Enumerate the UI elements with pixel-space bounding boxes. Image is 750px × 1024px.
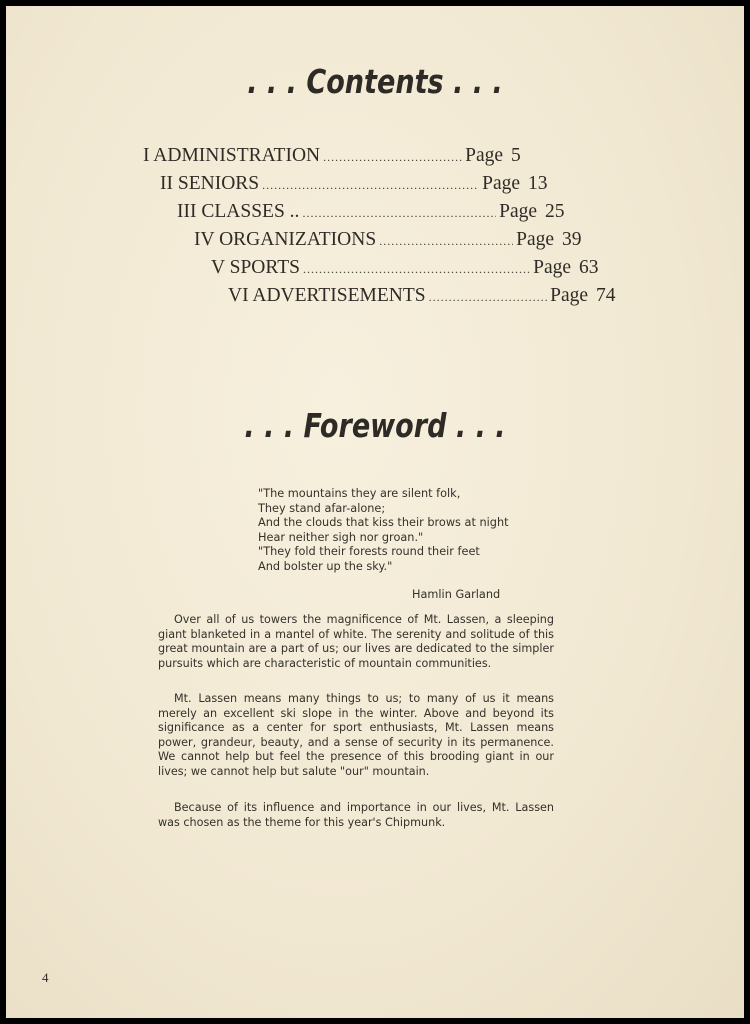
- foreword-heading: . . . Foreword . . .: [244, 406, 506, 445]
- page-number: 4: [42, 970, 49, 985]
- toc-leader-dots: [323, 150, 462, 165]
- poem-line: Hear neither sigh nor groan.": [258, 530, 424, 544]
- foreword-paragraph-3: Because of its influence and importance in our lives, Mt. Lassen was chosen as the theme for this year's Chipmunk.: [158, 801, 554, 829]
- toc-leader-dots: [302, 206, 496, 221]
- toc-page: Page 5: [465, 145, 521, 166]
- poem-attribution: Hamlin Garland: [412, 588, 501, 601]
- toc-page: Page 63: [533, 257, 599, 278]
- toc-page: Page 13: [482, 173, 548, 194]
- toc-label: III CLASSES ..: [177, 201, 300, 222]
- toc-label: VI ADVERTISEMENTS: [228, 285, 426, 306]
- toc-leader-dots: [379, 234, 513, 249]
- toc-label: I ADMINISTRATION: [143, 145, 321, 166]
- toc-page: Page 74: [550, 285, 616, 306]
- toc-entry-administration: [143, 145, 539, 171]
- toc-page: Page 25: [499, 201, 565, 222]
- toc-label: V SPORTS: [211, 257, 300, 278]
- contents-heading: . . . Contents . . .: [247, 62, 503, 101]
- poem-quote: [258, 487, 558, 575]
- toc-label: IV ORGANIZATIONS: [194, 229, 377, 250]
- toc-label: II SENIORS: [160, 173, 260, 194]
- toc-page: Page 39: [516, 229, 582, 250]
- toc-leader-dots: [303, 262, 530, 277]
- poem-line: "They fold their forests round their feet: [258, 545, 480, 559]
- poem-line: And bolster up the sky.": [258, 559, 393, 573]
- toc-entry-seniors: [160, 173, 556, 199]
- toc-entry-organizations: [194, 229, 590, 255]
- yearbook-page: [6, 6, 744, 1018]
- toc-entry-sports: [211, 257, 607, 283]
- poem-line: They stand afar-alone;: [258, 501, 386, 515]
- foreword-paragraph-2: Mt. Lassen means many things to us; to many of us it means merely an excellent ski slope in the winter. Above and beyond its significance as a center for sport enthusiasts, Mt. Lassen means power, grandeur, beauty, and a sense of security in its permanence. We cannot help but feel the presence of this brooding giant in our lives; we cannot help but salute "our" mountain.: [158, 692, 554, 778]
- toc-leader-dots: [429, 290, 547, 305]
- toc-entry-advertisements: [228, 285, 624, 311]
- poem-line: And the clouds that kiss their brows at night: [258, 516, 509, 530]
- poem-line: "The mountains they are silent folk,: [258, 487, 461, 500]
- toc-leader-dots: [262, 178, 479, 193]
- foreword-paragraph-1: Over all of us towers the magnificence of Mt. Lassen, a sleeping giant blanketed in a mantel of white. The serenity and solitude of this great mountain are a part of us; our lives are dedicated to the simpler pursuits which are characteristic of mountain communities.: [158, 613, 554, 670]
- toc-entry-classes: [177, 201, 573, 227]
